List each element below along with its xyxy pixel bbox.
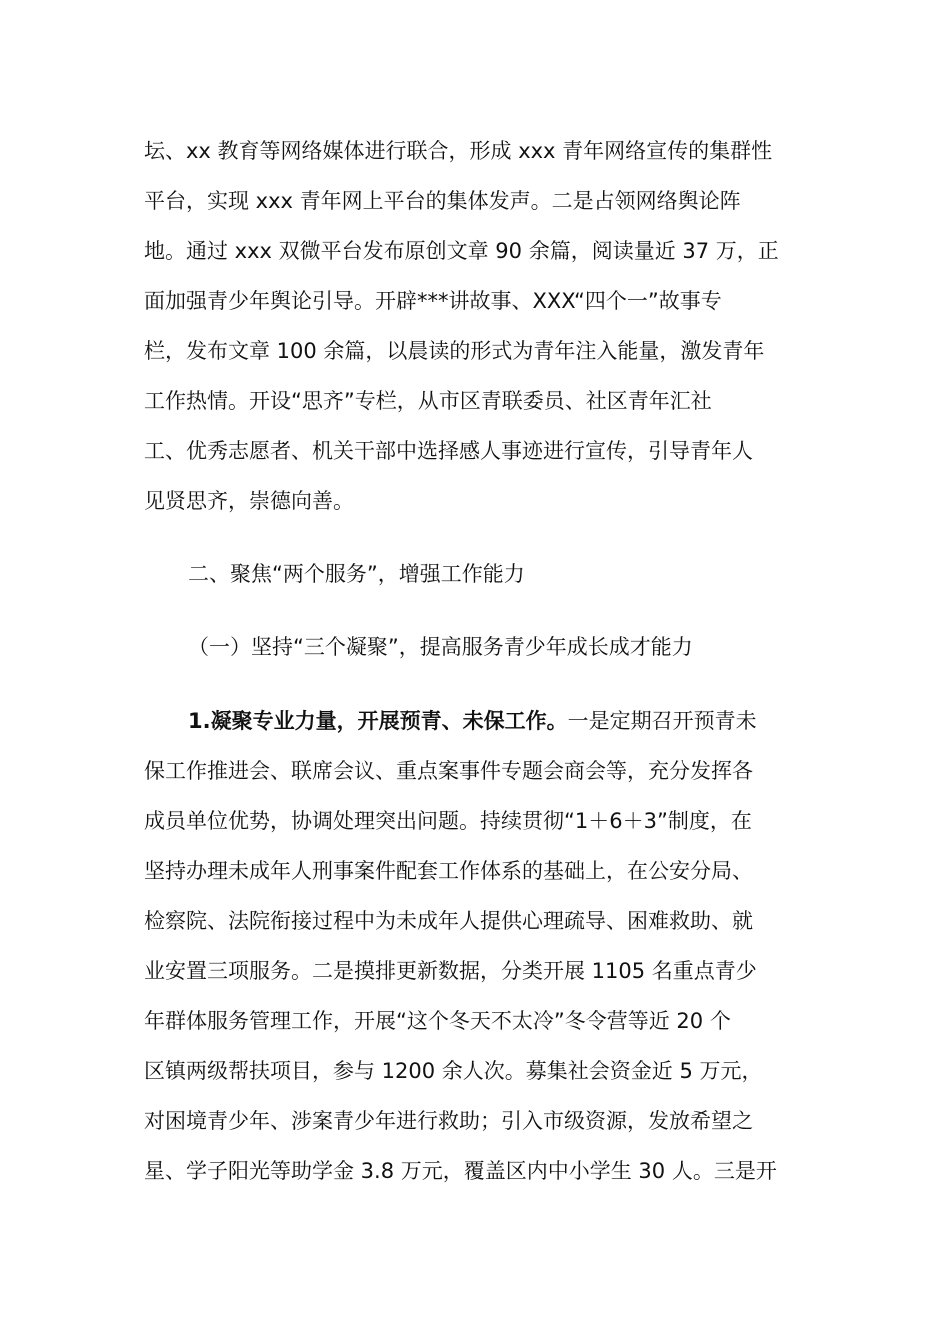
paragraph-line: 栏，发布文章 100 余篇，以晨读的形式为青年注入能量，激发青年 (144, 339, 765, 363)
paragraph-line: 年群体服务管理工作，开展“这个冬天不太冷”冬令营等近 20 个 (144, 1009, 731, 1033)
paragraph-line: 坛、xx 教育等网络媒体进行联合，形成 xxx 青年网络宣传的集群性 (144, 139, 773, 163)
paragraph-line: 星、学子阳光等助学金 3.8 万元，覆盖区内中小学生 30 人。三是开 (144, 1159, 777, 1183)
paragraph-line: 工作热情。开设“思齐”专栏，从市区青联委员、社区青年汇社 (144, 389, 712, 413)
subsection-heading: （一）坚持“三个凝聚”，提高服务青少年成长成才能力 (188, 635, 693, 659)
paragraph-line: 见贤思齐，崇德向善。 (144, 489, 354, 513)
paragraph-line: 区镇两级帮扶项目，参与 1200 余人次。募集社会资金近 5 万元， (144, 1059, 763, 1083)
paragraph-line: 平台，实现 xxx 青年网上平台的集体发声。二是占领网络舆论阵 (144, 189, 741, 213)
paragraph-line: 业安置三项服务。二是摸排更新数据，分类开展 1105 名重点青少 (144, 959, 757, 983)
paragraph-line: 面加强青少年舆论引导。开辟***讲故事、XXX“四个一”故事专 (144, 289, 722, 313)
paragraph-line: 坚持办理未成年人刑事案件配套工作体系的基础上，在公安分局、 (144, 859, 753, 883)
paragraph-line: 对困境青少年、涉案青少年进行救助；引入市级资源，发放希望之 (144, 1109, 753, 1133)
paragraph-line: 工、优秀志愿者、机关干部中选择感人事迹进行宣传，引导青年人 (144, 439, 753, 463)
section-heading: 二、聚焦“两个服务”，增强工作能力 (188, 562, 525, 586)
item-first-line (188, 706, 757, 736)
paragraph-line: 成员单位优势，协调处理突出问题。持续贯彻“1＋6＋3”制度，在 (144, 809, 752, 833)
paragraph-line: 地。通过 xxx 双微平台发布原创文章 90 余篇，阅读量近 37 万，正 (144, 239, 779, 263)
item-title: 1.凝聚专业力量，开展预青、未保工作。 (188, 709, 568, 733)
paragraph-line: 检察院、法院衔接过程中为未成年人提供心理疏导、困难救助、就 (144, 909, 753, 933)
paragraph-line: 保工作推进会、联席会议、重点案事件专题会商会等，充分发挥各 (144, 759, 753, 783)
item-first-line-text: 一是定期召开预青未 (567, 709, 757, 733)
